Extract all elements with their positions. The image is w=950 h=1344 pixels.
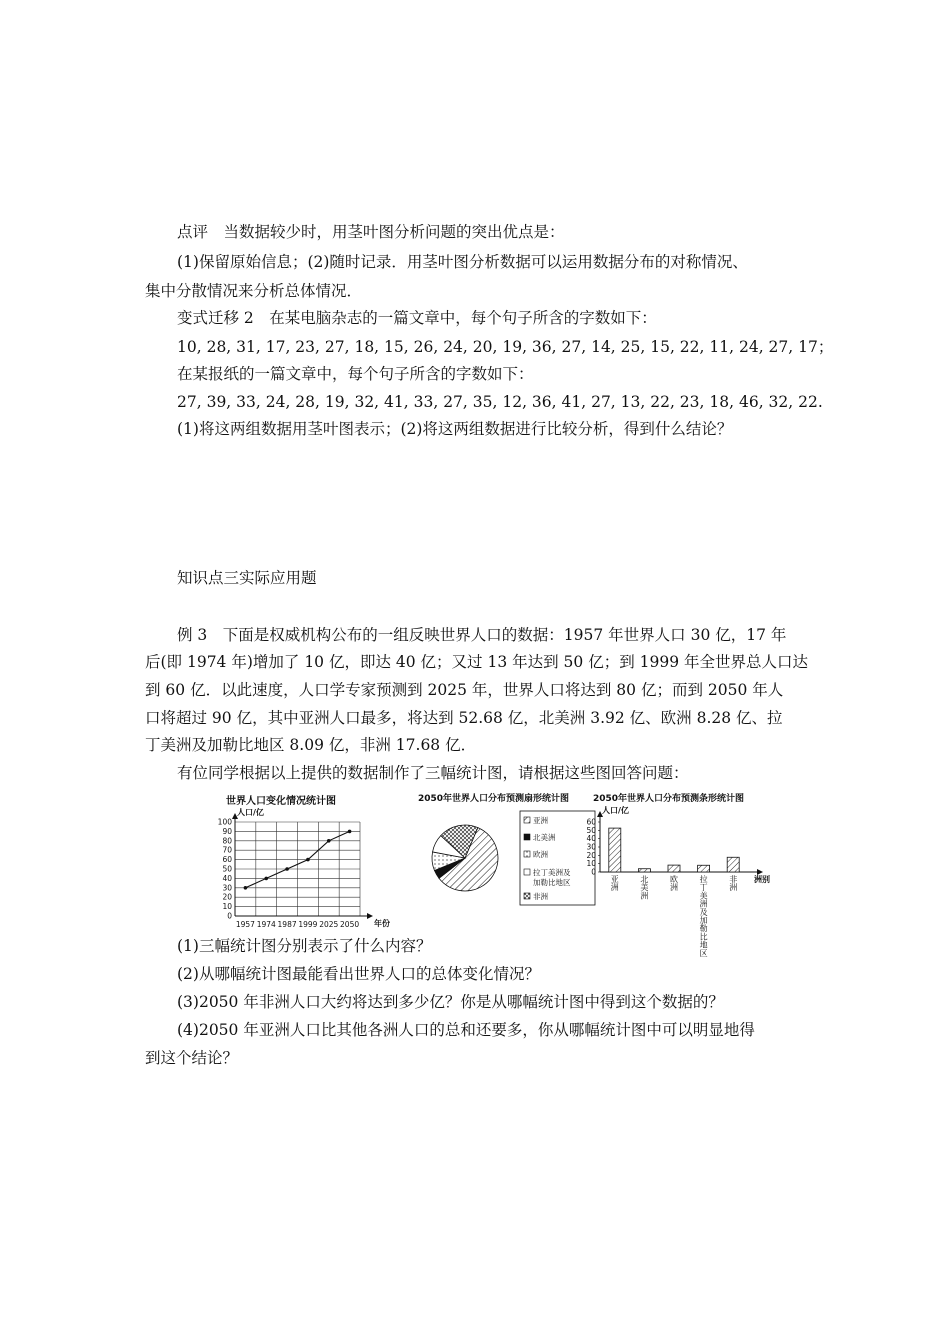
variant-data-2: 27, 39, 33, 24, 28, 19, 32, 41, 33, 27, 35, 12, 36, 41, 27, 13, 22, 23, 18, 46, 32, 22. xyxy=(177,393,823,411)
pie-legend-swatch xyxy=(524,869,530,875)
variant-intro-2: 在某报纸的一篇文章中，每个句子所含的字数如下： xyxy=(177,365,534,383)
y-tick-label: 30 xyxy=(222,883,232,893)
pie-legend-swatch xyxy=(524,851,530,857)
bar xyxy=(668,865,680,872)
y-tick-label: 10 xyxy=(222,902,232,912)
y-axis-label: 人口/亿 xyxy=(602,806,629,815)
x-category-label: 非洲 xyxy=(729,875,738,893)
y-tick-label: 90 xyxy=(222,826,232,836)
review-heading: 点评 当数据较少时，用茎叶图分析问题的突出优点是： xyxy=(177,223,565,241)
section-heading: 知识点三实际应用题 xyxy=(177,569,317,587)
bar xyxy=(609,828,621,872)
example-line-4: 口将超过 90 亿，其中亚洲人口最多，将达到 52.68 亿，北美洲 3.92 亿、欧洲 8.28 亿、拉 xyxy=(145,709,783,727)
y-tick-label: 20 xyxy=(222,892,232,902)
question-1: (1)三幅统计图分别表示了什么内容？ xyxy=(177,937,432,955)
x-category-label: 欧洲 xyxy=(670,875,678,893)
y-tick-label: 70 xyxy=(222,845,232,855)
y-tick-label: 60 xyxy=(222,855,232,865)
x-tick-label: 1987 xyxy=(277,920,297,929)
pie-legend-swatch xyxy=(524,817,530,823)
x-category-label: 亚洲 xyxy=(610,875,619,893)
variant-intro: 变式迁移 2 在某电脑杂志的一篇文章中，每个句子所含的字数如下： xyxy=(177,309,657,327)
pie-legend-swatch xyxy=(524,893,530,899)
variant-question: (1)将这两组数据用茎叶图表示；(2)将这两组数据进行比较分析，得到什么结论？ xyxy=(177,420,733,438)
example-line-1: 例 3 下面是权威机构公布的一组反映世界人口的数据：1957 年世界人口 30 亿，17 年 xyxy=(177,626,787,644)
line-chart xyxy=(195,806,405,938)
y-tick-label: 40 xyxy=(586,834,596,844)
pie-legend-label: 非洲 xyxy=(533,892,548,901)
bar-chart xyxy=(578,802,778,958)
x-tick-label: 1974 xyxy=(256,920,276,929)
question-2: (2)从哪幅统计图最能看出世界人口的总体变化情况？ xyxy=(177,965,540,983)
bar xyxy=(638,869,650,872)
question-4b: 到这个结论？ xyxy=(145,1049,239,1067)
line-chart-title: 世界人口变化情况统计图 xyxy=(226,796,336,807)
example-line-6: 有位同学根据以上提供的数据制作了三幅统计图，请根据这些图回答问题： xyxy=(177,764,689,782)
pie-legend-label: 亚洲 xyxy=(533,816,548,825)
data-point xyxy=(306,858,310,862)
data-point xyxy=(327,839,331,843)
x-tick-label: 2025 xyxy=(319,920,339,929)
pie-chart xyxy=(425,806,600,911)
y-tick-label: 50 xyxy=(222,864,232,874)
y-tick-label: 30 xyxy=(586,842,596,852)
x-tick-label: 1999 xyxy=(298,920,318,929)
variant-data-1: 10, 28, 31, 17, 23, 27, 18, 15, 26, 24, 20, 19, 36, 27, 14, 25, 15, 22, 11, 24, 27, 17； xyxy=(177,338,834,356)
pie-chart-title: 2050年世界人口分布预测扇形统计图 xyxy=(418,794,570,804)
pie-legend-label: 欧洲 xyxy=(533,850,548,859)
data-point xyxy=(244,886,248,890)
x-axis-label: 洲别 xyxy=(754,875,770,884)
x-tick-label: 1957 xyxy=(235,920,255,929)
pie-legend-swatch xyxy=(524,834,530,840)
review-text-1: (1)保留原始信息；(2)随时记录．用茎叶图分析数据可以运用数据分布的对称情况、 xyxy=(177,253,748,271)
y-tick-label: 40 xyxy=(222,873,232,883)
y-tick-label: 100 xyxy=(217,817,232,827)
y-tick-label: 10 xyxy=(586,859,596,869)
y-axis-label: 人口/亿 xyxy=(237,808,264,817)
y-tick-label: 50 xyxy=(586,825,596,835)
pie-legend-label: 拉丁美洲及 xyxy=(533,868,571,877)
example-line-2: 后(即 1974 年)增加了 10 亿，即达 40 亿；又过 13 年达到 50 亿；到 1999 年全世界总人口达 xyxy=(145,653,809,671)
example-line-3: 到 60 亿．以此速度，人口学专家预测到 2025 年，世界人口将达到 80 亿；而到 2050 年人 xyxy=(145,681,784,699)
x-category-label: 北美洲 xyxy=(640,875,649,901)
data-point xyxy=(348,830,352,834)
y-tick-label: 60 xyxy=(586,817,596,827)
y-tick-label: 0 xyxy=(591,867,596,877)
x-category-label: 拉丁美洲及加勒比地区 xyxy=(699,875,708,958)
pie-legend-label: 加勒比地区 xyxy=(533,878,571,887)
example-line-5: 丁美洲及加勒比地区 8.09 亿，非洲 17.68 亿． xyxy=(145,736,477,754)
bar xyxy=(727,857,739,872)
bar xyxy=(698,865,710,872)
y-tick-label: 20 xyxy=(586,850,596,860)
question-3: (3)2050 年非洲人口大约将达到多少亿？你是从哪幅统计图中得到这个数据的？ xyxy=(177,993,724,1011)
data-point xyxy=(285,867,289,871)
question-4a: (4)2050 年亚洲人口比其他各洲人口的总和还要多，你从哪幅统计图中可以明显地得 xyxy=(177,1021,755,1039)
data-point xyxy=(264,877,268,881)
bar-chart-title: 2050年世界人口分布预测条形统计图 xyxy=(593,794,745,804)
y-tick-label: 0 xyxy=(227,911,232,921)
y-tick-label: 80 xyxy=(222,836,232,846)
x-axis-label: 年份 xyxy=(374,919,390,928)
pie-legend-label: 北美洲 xyxy=(533,833,556,842)
x-tick-label: 2050 xyxy=(340,920,360,929)
review-text-2: 集中分散情况来分析总体情况． xyxy=(145,282,363,300)
